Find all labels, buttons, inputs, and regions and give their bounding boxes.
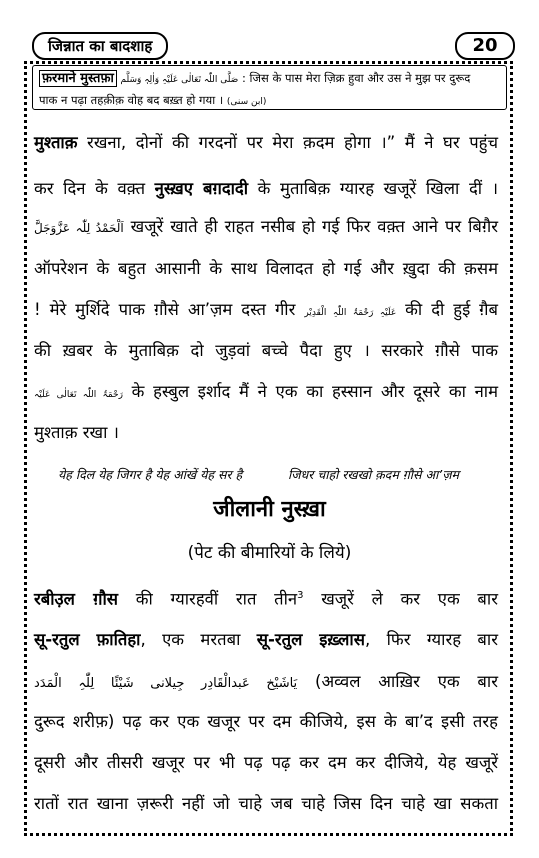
- arabic-wazifa: یَاشَیْخ عَبدالْقَادِر جِیلانی شَیْئًا لِلّٰہِ الْمَدَد: [34, 676, 298, 691]
- text-line: रबीउ़ल ग़ौस की ग्यारहवीं रात तीन$^3$ खजूरें ले कर एक बार: [34, 589, 498, 609]
- banner-label: फ़रमाने मुस्तफ़ा: [39, 70, 117, 87]
- couplet-left: येह दिल येह जिगर है येह आंखें येह सर है: [58, 467, 243, 482]
- hadith-banner: [32, 65, 507, 110]
- text-line: कर दिन के वक़्त नुस्ख़ए बग़दादी के मुताबिक़ ग्यारह खजूरें खिला दीं ।: [34, 179, 498, 198]
- text-line: सू-रतुल फ़ातिहा, एक मरतबा सू-रतुल इख़्लास, फिर ग्यारह बार: [34, 630, 498, 649]
- text-line: दूसरी और तीसरी खजूर पर भी पढ़ पढ़ कर दम कर दीजिये, येह खजूरें: [34, 753, 498, 772]
- text-line: ! मेरे मुर्शिदे पाक ग़ौसे आ’ज़म दस्त गीर عَلَیْہِ رَحْمَۃُ اللّٰہِ الْقَدِیْر की दी हुई ग़ैब: [34, 300, 499, 319]
- banner-line-2: [39, 90, 500, 110]
- section-subtitle: (पेट की बीमारियों के लिये): [187, 543, 352, 563]
- text-line: दुरूद शरीफ़) पढ़ कर एक खजूर पर दम कीजिये, इस के बा’द इसी तरह: [34, 712, 498, 731]
- text-line: اَلْحَمْدُ لِلّٰہ عَزَّوَجَلَّ खजूरें खाते ही राहत नसीब हो गई फिर वक़्त आने पर बिग़ैर: [34, 217, 498, 236]
- banner-text-1: : जिस के पास मेरा ज़िक्र हुवा और उस ने मुझ पर दुरूद: [242, 71, 471, 85]
- text-line: رَحْمَۃُ اللّٰہ تَعَالٰی عَلَیْہ के हस्बुल इर्शाद मैं ने एक का हस्सान और दूसरे का नाम: [34, 382, 498, 401]
- banner-reference: (ابن سنی): [226, 97, 267, 107]
- page-number: 20: [455, 32, 515, 60]
- text-line: یَاشَیْخ عَبدالْقَادِر جِیلانی شَیْئًا لِلّٰہِ الْمَدَد (अव्वल आख़िर एक बार: [34, 672, 498, 691]
- text-line: मुश्ताक़ रखा ।: [34, 423, 119, 442]
- text-line: की ख़बर के मुताबिक़ दो जुड़वां बच्चे पैदा हुए । सरकारे ग़ौसे पाक: [34, 341, 498, 360]
- salutation-calligraphy: صَلَّی اللّٰہ تَعَالٰی عَلَیْہِ وَاٰلِہٖ وَسَلَّم: [120, 75, 239, 85]
- arabic-phrase: اَلْحَمْدُ لِلّٰہ عَزَّوَجَلَّ: [34, 221, 124, 235]
- arabic-phrase: عَلَیْہِ رَحْمَۃُ اللّٰہِ الْقَدِیْر: [304, 308, 397, 318]
- arabic-phrase: رَحْمَۃُ اللّٰہ تَعَالٰی عَلَیْہ: [34, 390, 123, 400]
- banner-line-1: [39, 68, 500, 90]
- text-line: मुश्ताक़ रखना, दोनों की गरदनों पर मेरा क़दम होगा ।” मैं ने घर पहुंच: [34, 133, 498, 152]
- section-title: जीलानी नुस्ख़ा: [213, 497, 326, 522]
- text-line: ऑपरेशन के बहुत आसानी के साथ विलादत हो गई और ख़ुदा की क़सम: [34, 259, 498, 278]
- banner-text-2: पाक न पढ़ा तहक़ीक़ वोह बद बख़्त हो गया ।: [39, 93, 224, 107]
- text-line: रातों रात खाना ज़रूरी नहीं जो चाहे जब चाहे जिस दिन चाहे खा सकता: [34, 794, 498, 813]
- book-title: जिन्नात का बादशाह: [32, 32, 168, 60]
- couplet-right: जिधर चाहो रखखो क़दम ग़ौसे आ’ज़म: [288, 467, 459, 482]
